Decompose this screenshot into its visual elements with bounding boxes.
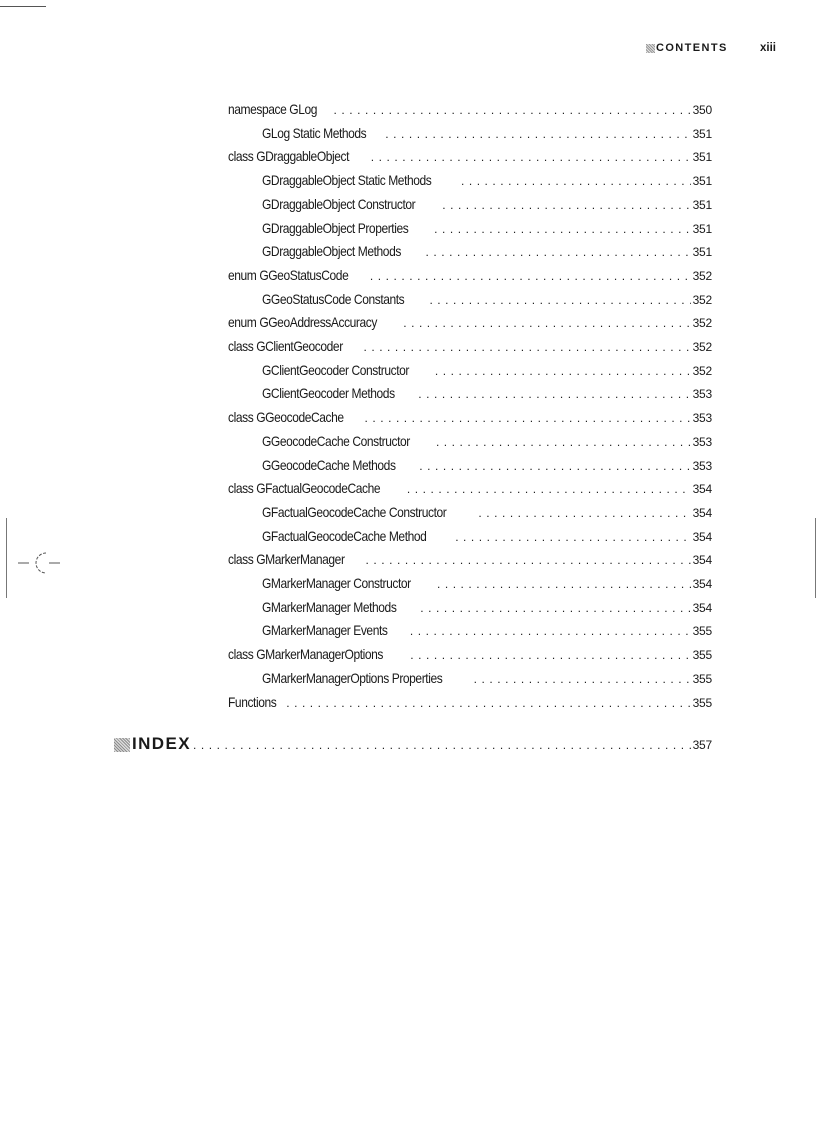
toc-entry[interactable] <box>228 338 712 358</box>
toc-subentry[interactable] <box>262 457 712 477</box>
dot-leader <box>426 245 691 259</box>
crop-mark-left <box>6 518 7 598</box>
toc-entry-page: 354 <box>692 529 712 544</box>
toc-entry-page: 355 <box>692 648 712 663</box>
crop-mark-top <box>0 6 46 7</box>
dot-leader <box>455 530 690 544</box>
toc-entry-title: enum GGeoAddressAccuracy <box>228 314 377 331</box>
toc-entry-page: 352 <box>692 268 712 283</box>
toc-entry-title: GClientGeocoder Constructor <box>262 361 409 378</box>
toc-subentry[interactable] <box>262 528 712 548</box>
dot-leader <box>442 198 690 212</box>
toc-entry-title: class GGeocodeCache <box>228 409 344 426</box>
toc-entry-page: 351 <box>692 221 712 236</box>
toc-entry-page: 352 <box>692 292 712 307</box>
toc-entry-page: 354 <box>692 553 712 568</box>
toc-entry-title: GDraggableObject Properties <box>262 219 409 236</box>
toc-entry[interactable] <box>228 694 712 714</box>
dot-leader <box>371 150 691 164</box>
toc-entry-title: GFactualGeocodeCache Method <box>262 527 427 544</box>
toc-subentry[interactable] <box>262 433 712 453</box>
toc-entry-page: 355 <box>692 695 712 710</box>
toc-entry-title: GMarkerManagerOptions Properties <box>262 669 443 686</box>
dot-leader <box>410 648 690 662</box>
registration-mark-icon <box>16 548 62 578</box>
toc-subentry[interactable] <box>262 575 712 595</box>
toc-entry-title: GClientGeocoder Methods <box>262 385 395 402</box>
dot-leader <box>410 624 691 638</box>
toc-entry-title: GDraggableObject Methods <box>262 243 401 260</box>
dot-leader <box>407 482 691 496</box>
toc-entry[interactable] <box>228 409 712 429</box>
toc-entry-page: 352 <box>692 316 712 331</box>
toc-subentry[interactable] <box>262 362 712 382</box>
dot-leader <box>474 672 691 686</box>
toc-entry-title: GFactualGeocodeCache Constructor <box>262 503 447 520</box>
toc-subentry[interactable] <box>262 220 712 240</box>
dot-leader <box>364 411 690 425</box>
dot-leader <box>461 174 691 188</box>
index-marker-icon <box>114 738 130 752</box>
toc-entry-page: 355 <box>692 624 712 639</box>
toc-entry[interactable] <box>228 551 712 571</box>
toc-entry-page: 353 <box>692 387 712 402</box>
toc-entry-title: GDraggableObject Static Methods <box>262 172 432 189</box>
toc-subentry[interactable] <box>262 622 712 642</box>
dot-leader <box>420 601 690 615</box>
toc-subentry[interactable] <box>262 385 712 405</box>
toc-entry-page: 353 <box>692 458 712 473</box>
toc-entry-title: GDraggableObject Constructor <box>262 195 416 212</box>
toc-entry-title: class GMarkerManager <box>228 551 345 568</box>
toc-entry-title: GMarkerManager Constructor <box>262 575 411 591</box>
toc-subentry[interactable] <box>262 599 712 619</box>
toc-entry-title: GLog Static Methods <box>262 124 367 141</box>
toc-entry-page: 354 <box>692 577 712 591</box>
toc-entry-title: GMarkerManager Events <box>262 622 388 639</box>
dot-leader <box>334 103 691 117</box>
dot-leader <box>385 127 690 141</box>
toc-entry-page: 351 <box>692 197 712 212</box>
toc-entry-page: 351 <box>692 174 712 189</box>
toc-entry[interactable] <box>228 148 712 168</box>
toc-entry-title: Functions <box>228 693 277 710</box>
toc-entry-page: 355 <box>692 671 712 686</box>
toc-entry-title: GMarkerManager Methods <box>262 598 397 615</box>
dot-leader <box>418 387 690 401</box>
toc-entry-title: class GDraggableObject <box>228 148 350 165</box>
toc-subentry[interactable] <box>262 125 712 145</box>
toc-subentry[interactable] <box>262 504 712 524</box>
toc-entry[interactable] <box>228 480 712 500</box>
dot-leader <box>403 316 690 330</box>
dot-leader <box>478 506 690 520</box>
toc-entry-title: class GMarkerManagerOptions <box>228 646 384 663</box>
dot-leader <box>193 738 691 752</box>
toc-entry-page: 354 <box>692 482 712 497</box>
toc-subentry[interactable] <box>262 172 712 192</box>
toc-entry-page: 352 <box>692 363 712 378</box>
toc-entry[interactable] <box>228 314 712 334</box>
dot-leader <box>436 435 691 449</box>
dot-leader <box>286 696 690 710</box>
toc-entry[interactable] <box>228 646 712 666</box>
dot-leader <box>363 340 690 354</box>
toc-entry-title: class GClientGeocoder <box>228 338 343 354</box>
dot-leader <box>429 293 690 307</box>
toc-entry-page: 351 <box>692 150 712 165</box>
toc-entry[interactable] <box>228 267 712 287</box>
dot-leader <box>434 222 690 236</box>
toc-entry-title: namespace GLog <box>228 101 318 117</box>
toc-entry-page: 353 <box>692 434 712 449</box>
toc-entry-page: 350 <box>692 103 712 117</box>
toc-subentry[interactable] <box>262 243 712 263</box>
dot-leader <box>419 459 690 473</box>
running-head-label: CONTENTS <box>656 42 728 54</box>
dot-leader <box>366 553 691 567</box>
toc-subentry[interactable] <box>262 291 712 311</box>
dot-leader <box>437 577 691 591</box>
toc-entry-page: 354 <box>692 505 712 520</box>
toc-entry-title: GGeoStatusCode Constants <box>262 290 405 307</box>
toc-entry-title: class GFactualGeocodeCache <box>228 480 381 497</box>
toc-entry-title: GGeocodeCache Methods <box>262 456 396 473</box>
dot-leader <box>435 364 691 378</box>
toc-subentry[interactable] <box>262 670 712 690</box>
toc-entry-page: 351 <box>692 126 712 141</box>
dot-leader <box>370 269 691 283</box>
toc-entry[interactable] <box>228 101 712 121</box>
section-marker-icon <box>646 44 655 53</box>
index-entry[interactable] <box>114 734 712 756</box>
index-entry-label: INDEX <box>132 734 191 753</box>
toc-subentry[interactable] <box>262 196 712 216</box>
toc-entry-page: 351 <box>692 245 712 260</box>
toc-entry-page: 352 <box>692 340 712 354</box>
toc-entry-page: 354 <box>692 600 712 615</box>
toc-entry-title: enum GGeoStatusCode <box>228 266 349 283</box>
toc-entry-page: 353 <box>692 411 712 426</box>
toc-entry-title: GGeocodeCache Constructor <box>262 432 410 449</box>
running-head-page-number: xiii <box>760 42 776 54</box>
index-entry-page: 357 <box>692 738 712 752</box>
